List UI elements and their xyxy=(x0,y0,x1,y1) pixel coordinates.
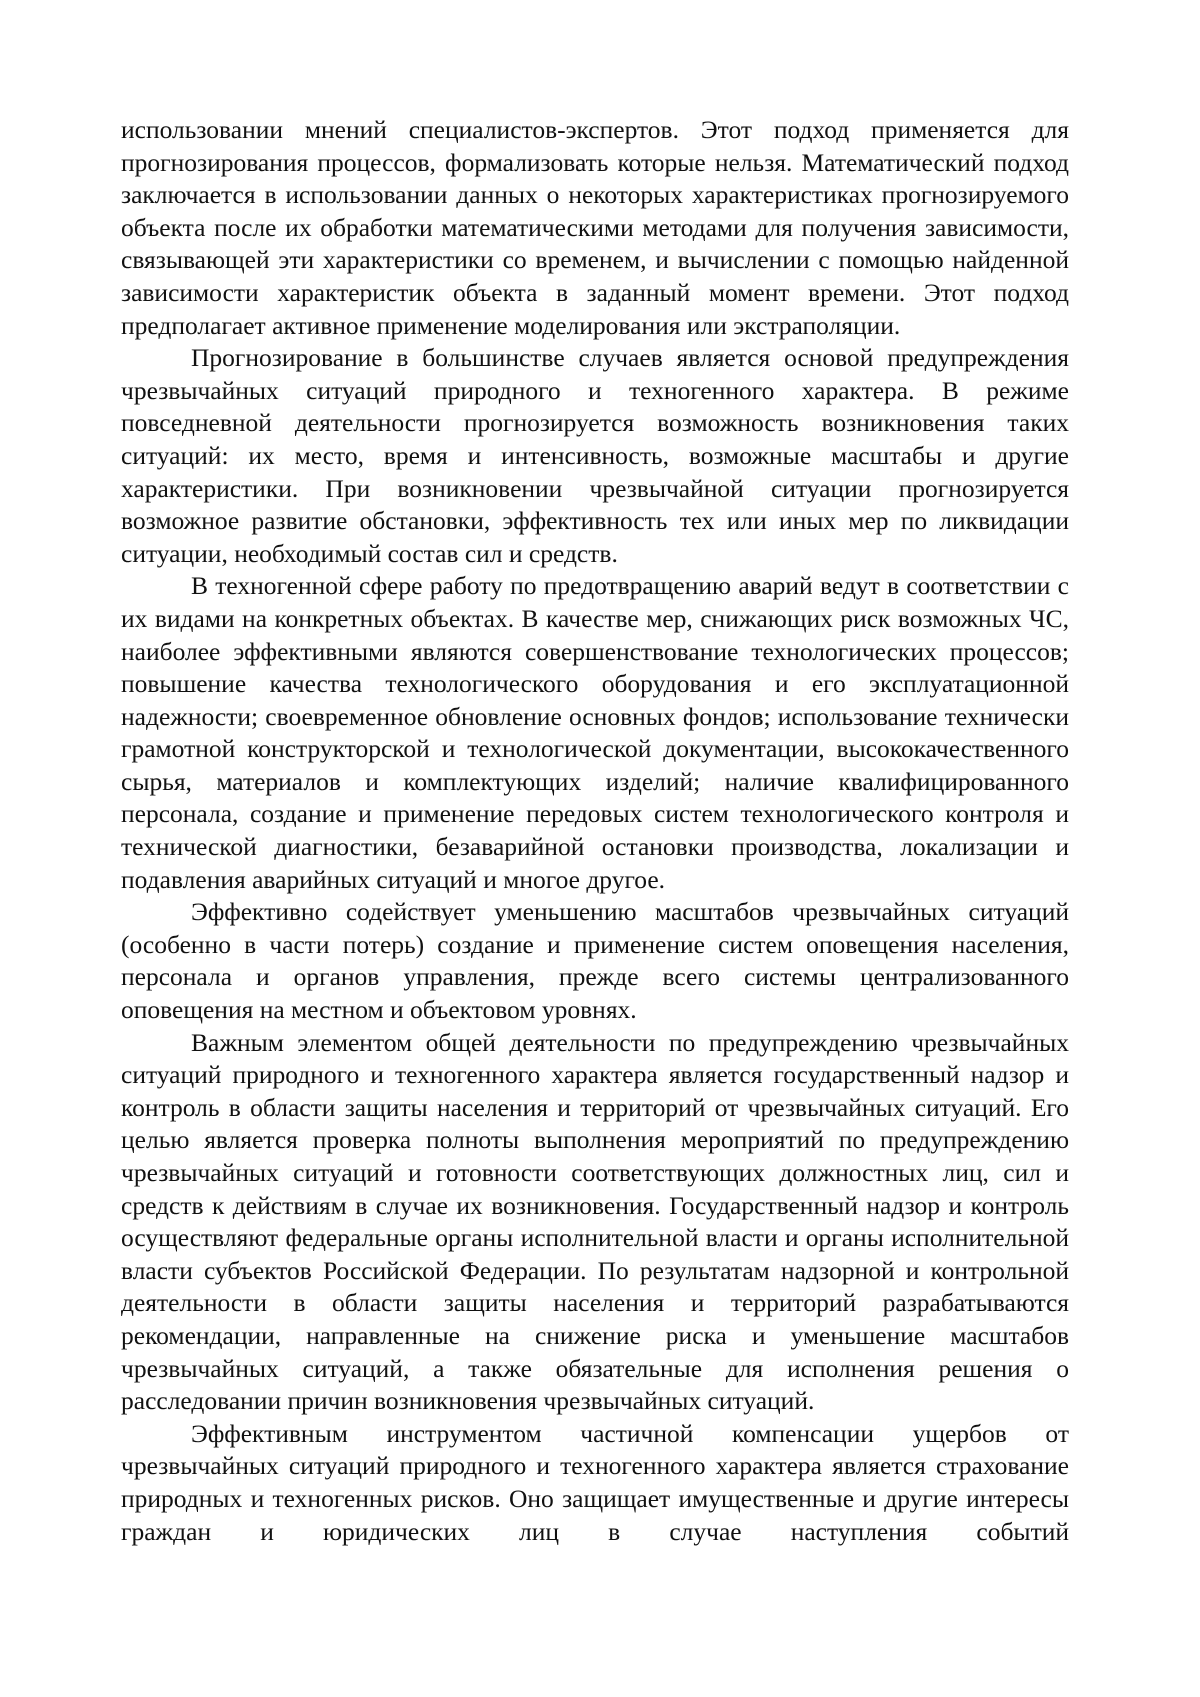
paragraph-2: Прогнозирование в большинстве случаев является основой предупреждения чрезвычайных ситуаций природного и техногенного характера. В режиме повседневной деятельности прогнозируется возможность возникновения таких ситуаций: их место, время и интенсивность, возможные масштабы и другие характеристики. При возникновении чрезвычайной ситуации прогнозируется возможное развитие обстановки, эффективность тех или иных мер по ликвидации ситуации, необходимый состав сил и средств. xyxy=(121,343,1069,568)
paragraph-1: использовании мнений специалистов-экспертов. Этот подход применяется для прогнозирования процессов, формализовать которые нельзя. Математический подход заключается в использовании данных о некоторых характеристиках прогнозируемого объекта после их обработки математическими методами для получения зависимости, связывающей эти характеристики со временем, и вычислении с помощью найденной зависимости характеристик объекта в заданный момент времени. Этот подход предполагает активное применение моделирования или экстраполяции. xyxy=(121,115,1069,340)
paragraph-4: Эффективно содействует уменьшению масштабов чрезвычайных ситуаций (особенно в части потерь) создание и применение систем оповещения населения, персонала и органов управления, прежде всего системы централизованного оповещения на местном и объектовом уровнях. xyxy=(121,897,1069,1025)
paragraph-6: Эффективным инструментом частичной компенсации ущербов от чрезвычайных ситуаций природного и техногенного характера является страхование природных и техногенных рисков. Оно защищает имущественные и другие интересы граждан и юридических лиц в случае наступления событий xyxy=(121,1418,1069,1546)
paragraph-5: Важным элементом общей деятельности по предупреждению чрезвычайных ситуаций природного и техногенного характера является государственный надзор и контроль в области защиты населения и территорий от чрезвычайных ситуаций. Его целью является проверка полноты выполнения мероприятий по предупреждению чрезвычайных ситуаций и готовности соответствующих должностных лиц, сил и средств к действиям в случае их возникновения. Государственный надзор и контроль осуществляют федеральные органы исполнительной власти и органы исполнительной власти субъектов Российской Федерации. По результатам надзорной и контрольной деятельности в области защиты населения и территорий разрабатываются рекомендации, направленные на снижение риска и уменьшение масштабов чрезвычайных ситуаций, а также обязательные для исполнения решения о расследовании причин возникновения чрезвычайных ситуаций. xyxy=(121,1027,1069,1416)
paragraph-3: В техногенной сфере работу по предотвращению аварий ведут в соответствии с их видами на конкретных объектах. В качестве мер, снижающих риск возможных ЧС, наиболее эффективными являются совершенствование технологических процессов; повышение качества технологического оборудования и его эксплуатационной надежности; своевременное обновление основных фондов; использование технически грамотной конструкторской и технологической документации, высококачественного сырья, материалов и комплектующих изделий; наличие квалифицированного персонала, создание и применение передовых систем технологического контроля и технической диагностики, безаварийной остановки производства, локализации и подавления аварийных ситуаций и многое другое. xyxy=(121,571,1069,894)
document-body xyxy=(121,114,1069,1548)
